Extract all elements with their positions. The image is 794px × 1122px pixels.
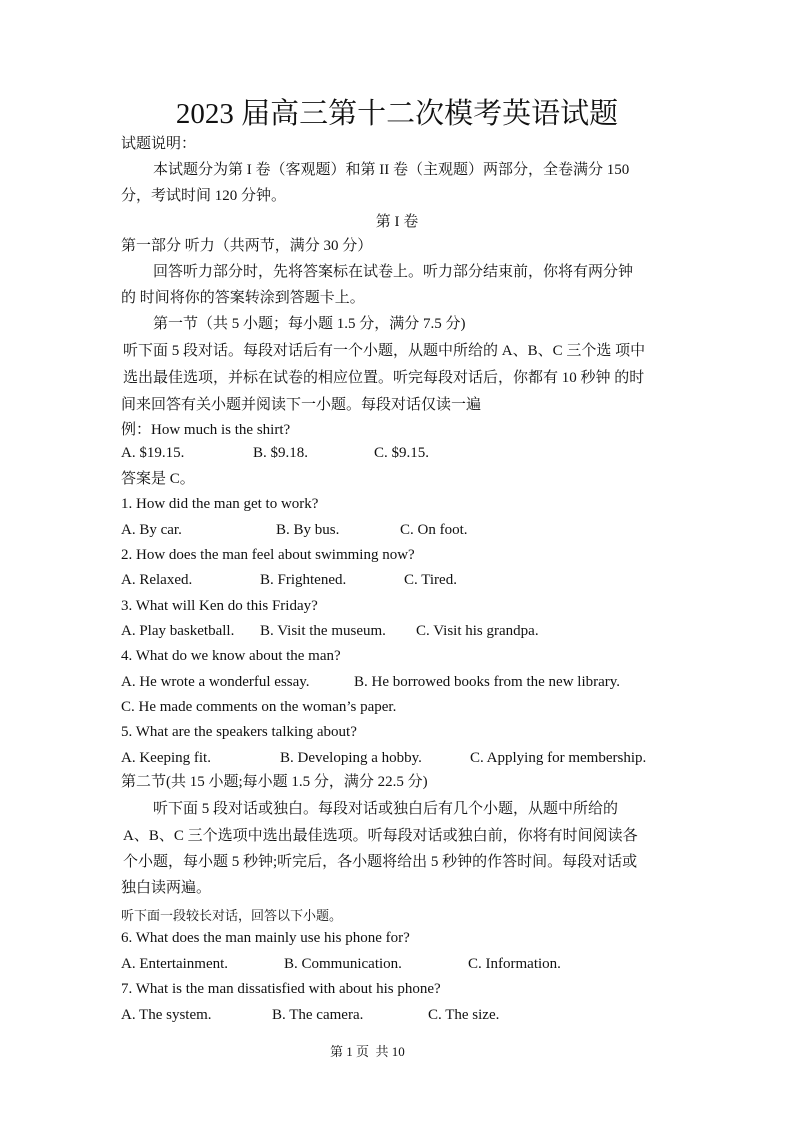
- dialog-note: 听下面一段较长对话，回答以下小题。: [121, 908, 343, 923]
- part1-intro: 的 时间将你的答案转涂到答题卡上。: [121, 290, 365, 306]
- q1-option-a: A. By car.: [121, 522, 182, 538]
- section2-intro: A、B、C 三个选项中选出最佳选项。听每段对话或独白前，你将有时间阅读各: [123, 828, 638, 844]
- page-title: 2023 届高三第十二次模考英语试题: [175, 98, 619, 130]
- section2-intro: 独白读两遍。: [121, 880, 212, 896]
- q7-option-b: B. The camera.: [272, 1007, 364, 1023]
- volume-title: 第 I 卷: [375, 214, 419, 230]
- q4-option-a: A. He wrote a wonderful essay.: [121, 674, 310, 690]
- instructions-heading: 试题说明：: [121, 136, 197, 152]
- q2-option-c: C. Tired.: [404, 572, 457, 588]
- q1-option-c: C. On foot.: [400, 522, 468, 538]
- q2-option-a: A. Relaxed.: [121, 572, 193, 588]
- question-1: 1. How did the man get to work?: [121, 496, 319, 512]
- question-4: 4. What do we know about the man?: [121, 648, 341, 664]
- q3-option-b: B. Visit the museum.: [260, 623, 386, 639]
- section1-intro: 听下面 5 段对话。每段对话后有一个小题，从题中所给的 A、B、C 三个选 项中: [123, 343, 646, 359]
- part1-intro: 回答听力部分时，先将答案标在试卷上。听力部分结束前，你将有两分钟: [153, 264, 634, 280]
- q4-option-c: C. He made comments on the woman’s paper.: [121, 699, 397, 715]
- question-7: 7. What is the man dissatisfied with about his phone?: [121, 981, 441, 997]
- instructions-line: 本试题分为第 I 卷（客观题）和第 II 卷（主观题）两部分，全卷满分 150: [153, 162, 630, 178]
- part1-heading: 第一部分 听力（共两节，满分 30 分）: [121, 238, 373, 254]
- example-option-b: B. $9.18.: [253, 445, 309, 461]
- q4-option-b: B. He borrowed books from the new library.: [354, 674, 621, 690]
- section1-intro: 选出最佳选项，并标在试卷的相应位置。听完每段对话后，你都有 10 秒钟 的时: [123, 370, 645, 386]
- instructions-line: 分，考试时间 120 分钟。: [121, 188, 287, 204]
- q3-option-c: C. Visit his grandpa.: [416, 623, 539, 639]
- q7-option-c: C. The size.: [428, 1007, 500, 1023]
- section1-heading: 第一节（共 5 小题；每小题 1.5 分，满分 7.5 分): [153, 316, 466, 332]
- example-option-c: C. $9.15.: [374, 445, 430, 461]
- q2-option-b: B. Frightened.: [260, 572, 347, 588]
- q1-option-b: B. By bus.: [276, 522, 340, 538]
- q5-option-a: A. Keeping fit.: [121, 750, 211, 766]
- q6-option-a: A. Entertainment.: [121, 956, 229, 972]
- q5-option-b: B. Developing a hobby.: [280, 750, 422, 766]
- question-5: 5. What are the speakers talking about?: [121, 724, 357, 740]
- question-2: 2. How does the man feel about swimming now?: [121, 547, 415, 563]
- section2-intro: 听下面 5 段对话或独白。每段对话或独白后有几个小题，从题中所给的: [153, 801, 619, 817]
- q6-option-c: C. Information.: [468, 956, 561, 972]
- q6-option-b: B. Communication.: [284, 956, 402, 972]
- section1-intro: 间来回答有关小题并阅读下一小题。每段对话仅读一遍: [121, 397, 482, 413]
- section2-intro: 个小题，每小题 5 秒钟;听完后，各小题将给出 5 秒钟的作答时间。每段对话或: [123, 854, 638, 870]
- example-question: 例：How much is the shirt?: [121, 422, 291, 438]
- example-answer: 答案是 C。: [121, 471, 195, 487]
- question-3: 3. What will Ken do this Friday?: [121, 598, 318, 614]
- page-footer: 第 1 页 共 10: [330, 1044, 405, 1059]
- example-option-a: A. $19.15.: [121, 445, 185, 461]
- q7-option-a: A. The system.: [121, 1007, 212, 1023]
- section2-heading: 第二节(共 15 小题;每小题 1.5 分，满分 22.5 分): [121, 774, 428, 790]
- q3-option-a: A. Play basketball.: [121, 623, 235, 639]
- question-6: 6. What does the man mainly use his phone for?: [121, 930, 410, 946]
- q5-option-c: C. Applying for membership.: [470, 750, 647, 766]
